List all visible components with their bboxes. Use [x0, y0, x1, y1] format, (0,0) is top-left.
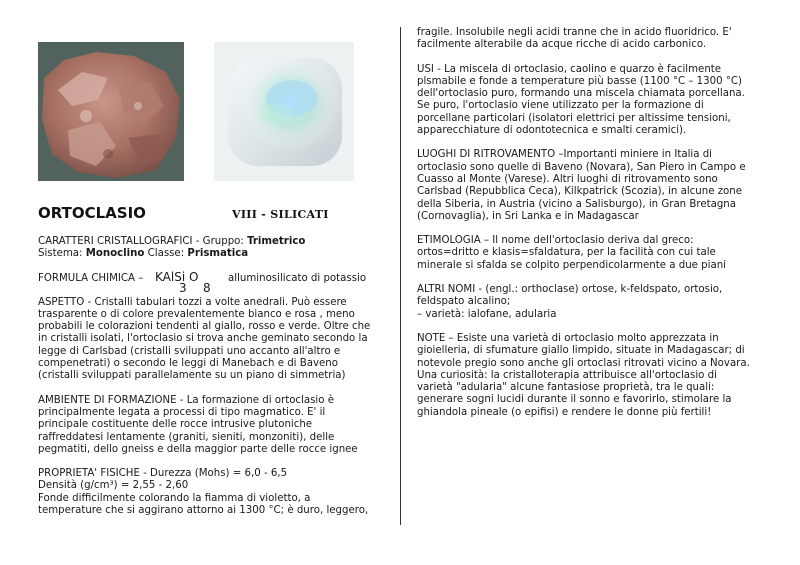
class-label: Classe:	[144, 248, 188, 260]
crystal-group: Trimetrico	[247, 236, 306, 247]
chemical-formula-line	[38, 271, 392, 297]
mineral-title: ORTOCLASIO	[38, 204, 146, 222]
crystal-class: Prismatica	[187, 248, 249, 260]
formula-subscript-3: 3	[179, 280, 187, 295]
formula-subscript-8: 8	[203, 280, 211, 295]
proprieta-continued: fragile. Insolubile negli acidi tranne che in acido fluoridrico. E' facilmente alterabile da acque ricche di acido carbonico.	[417, 27, 732, 51]
crystallography-label: CARATTERI CRISTALLOGRAFICI - Gruppo:	[38, 236, 248, 247]
note-section: NOTE – Esiste una varietà di ortoclasio molto apprezzata in gioielleria, di sfumature giallo limpido, situate in Madagascar; di notevole pregio sono anche gli ortoclasi ritrovati vicino a Novara. Una curiosità: la cristalloterapia attribuisce all'ortoclasio di varietà "adularia" alcune fantasiose proprietà, tra le quali: generare sogni lucidi durante il sonno e favorirlo, stimolare la ghiandola pineale (o epifisi) e rendere le donne più fertili!	[417, 332, 750, 418]
left-column	[38, 236, 392, 517]
crystallography-line-2	[38, 248, 392, 260]
etimologia-section: ETIMOLOGIA – Il nome dell'ortoclasio deriva dal greco: ortos=dritto e klasis=sfaldatura, per la facilità con cui tale minerale si sfalda se colpito perpendicolarmente a due piani	[417, 235, 726, 271]
rock-image	[38, 42, 184, 181]
usi-section: USI - La miscela di ortoclasio, caolino e quarzo è facilmente plsmabile e fonde a temperature più basse (1100 °C – 1300 °C) dell'ortoclasio puro, formando una miscela chiamata porcellana. Se puro, l'ortoclasio viene utilizzato per la formazione di porcellane particolari (isolatori elettrici per altissime tensioni, apparecchiature di odontotecnica e smalti ceramici).	[417, 63, 745, 137]
crystal-system: Monoclino	[85, 248, 145, 260]
formula-label: FORMULA CHIMICA –	[38, 272, 144, 284]
ambiente-section: AMBIENTE DI FORMAZIONE - La formazione di ortoclasio è principalmente legata a processi di tipo magmatico. E' il principale costituente delle rocce intrusive plutoniche raffreddatesi lentamente (graniti, sieniti, monzoniti), delle pegmatiti, dello gneiss e della maggior parte delle rocce ignee	[38, 394, 358, 455]
proprieta-section: PROPRIETA' FISICHE - Durezza (Mohs) = 6,0 - 6,5 Densità (g/cm³) = 2,55 - 2,60 Fonde difficilmente colorando la fiamma di violetto, a temperature che si aggirano attorno ai 1300 °C; è duro, leggero,	[38, 468, 369, 517]
right-column	[417, 27, 769, 419]
luoghi-section: LUOGHI DI RITROVAMENTO –Importanti miniere in Italia di ortoclasio sono quelle di Baveno (Novara), San Piero in Campo e Cuasso al Monte (Varese). Altri luoghi di ritrovamento sono Carlsbad (Repubblica Ceca), Kilkpatrick (Scozia), in alcune zone della Siberia, in Austria (vicino a Salisburgo), in Gran Bretagna (Cornovaglia), in Sri Lanka e in Madagascar	[417, 149, 746, 222]
gem-image	[214, 42, 354, 181]
ortoclasio-rock-photo	[38, 42, 184, 181]
column-divider	[400, 27, 401, 525]
crystallography-line-1	[38, 236, 392, 248]
mineral-category: VIII - SILICATI	[232, 208, 329, 221]
formula-main: KAlSi O	[155, 269, 199, 284]
aspetto-section: ASPETTO - Cristalli tabulari tozzi a volte anedrali. Può essere trasparente o di colore prevalentemente bianco e rosa , meno probabili le colorazioni tendenti al giallo, rosso e verde. Oltre che in cristalli isolati, l'ortoclasio si trova anche geminato secondo la legge di Carlsbad (cristalli sviluppati uno accanto all'altro e compenetrati) o secondo le leggi di Manebach e di Baveno (cristalli sviluppati parallelamente su un piano di simmetria)	[38, 296, 371, 382]
formula-description: alluminosilicato di potassio	[228, 272, 367, 284]
altri-nomi-section: ALTRI NOMI - (engl.: orthoclase) ortose, k-feldspato, ortosio, feldspato alcalino; – varietà: ialofane, adularia	[417, 284, 723, 320]
system-label: Sistema:	[38, 248, 86, 260]
moonstone-photo	[214, 42, 354, 181]
